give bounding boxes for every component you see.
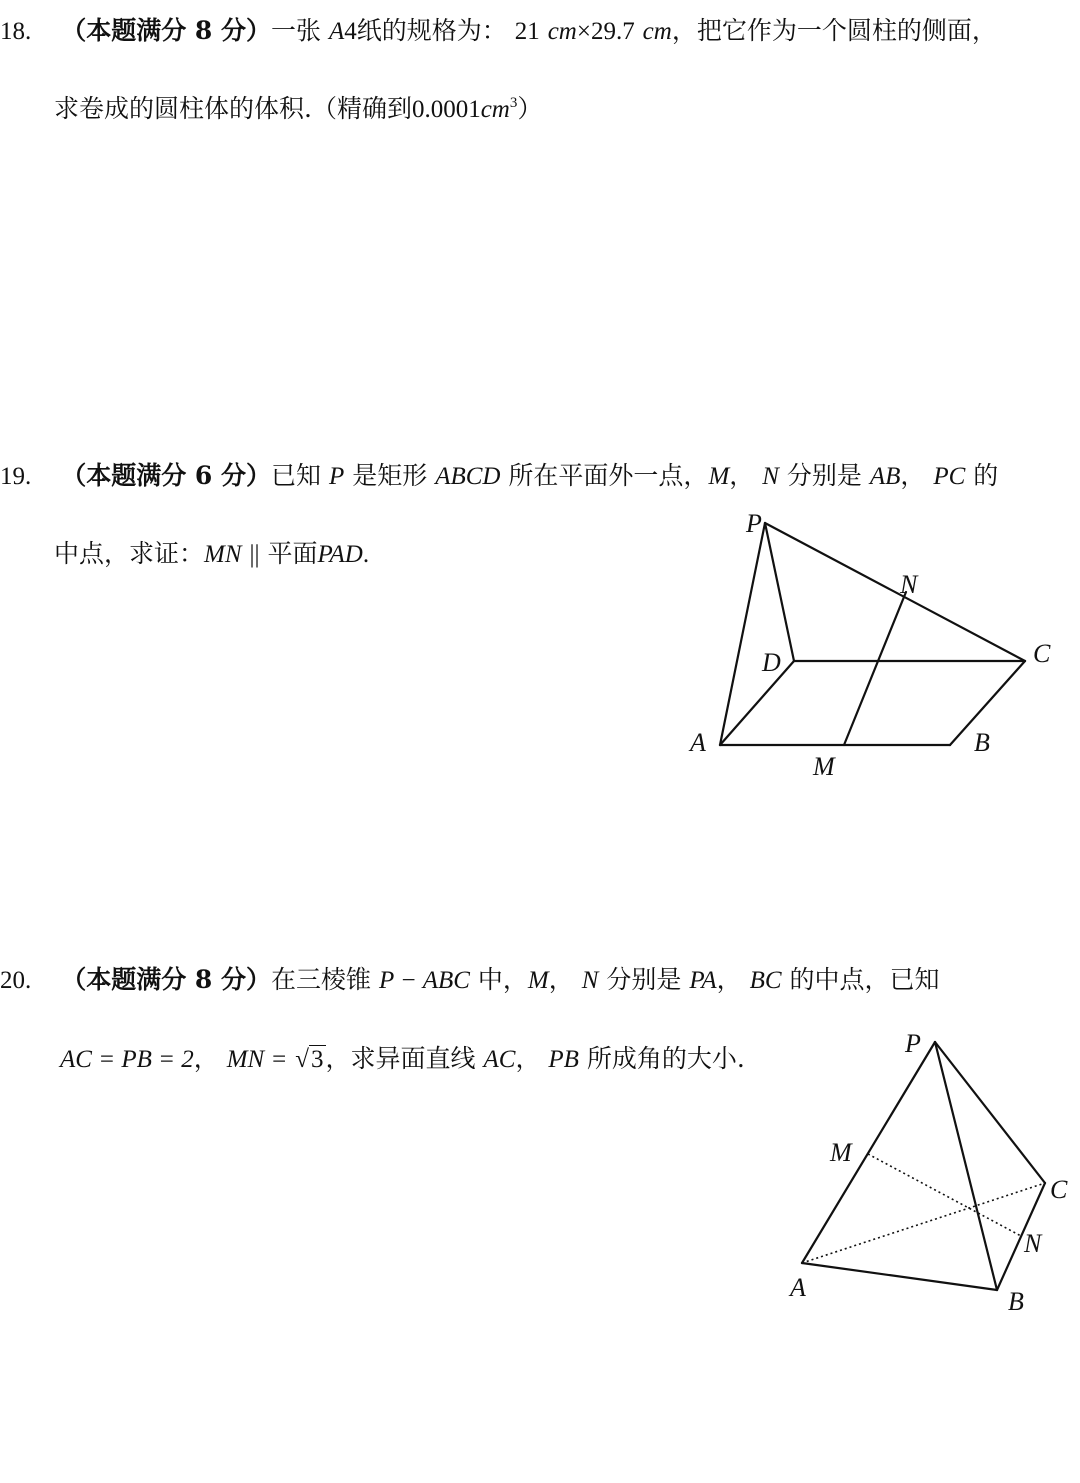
edge-ab: [802, 1263, 997, 1290]
q18-close: ）: [517, 94, 543, 123]
q18-precision: 0.0001: [411, 96, 481, 123]
q19-text1: 已知: [271, 461, 322, 490]
q19-period: .: [362, 541, 370, 568]
q20-n: N: [581, 967, 599, 994]
q19-number: 19.: [0, 463, 32, 490]
q18-line-2: [54, 96, 542, 122]
q19-mn: MN: [204, 541, 242, 568]
label-m: M: [813, 752, 835, 781]
q18-unit1: cm: [547, 18, 577, 45]
q19-line2-text: 中点，求证：: [54, 539, 205, 568]
q20-text3: 分别是: [606, 965, 682, 994]
q20-text5: ，求异面直线: [325, 1044, 476, 1073]
q19-p: P: [328, 463, 345, 490]
label-b: B: [1008, 1287, 1024, 1316]
edge-pc: [765, 523, 1025, 661]
q18-number: 18.: [0, 18, 32, 45]
q20-bc: BC: [749, 967, 782, 994]
q20-pb: PB: [548, 1046, 579, 1073]
label-n: N: [900, 570, 918, 599]
label-c: C: [1033, 639, 1051, 668]
dotted-ac: [802, 1183, 1045, 1263]
q20-score: （本题满分 8 分）: [61, 965, 272, 994]
q19-pad: PAD: [317, 541, 363, 568]
q18-dim1: 21: [514, 18, 540, 45]
q19-n: N: [762, 463, 779, 490]
q19-m: M: [708, 463, 730, 490]
q19-sep2: ，: [900, 461, 926, 490]
q20-text1: 在三棱锥: [271, 965, 372, 994]
q20-sep3: ，: [515, 1044, 541, 1073]
q19-abcd: ABCD: [435, 463, 501, 490]
q18-dim2: 29.7: [590, 18, 635, 45]
q19-line-2: [54, 541, 369, 567]
sqrt-value: 3: [311, 1046, 324, 1073]
q20-line-1: [0, 967, 940, 993]
label-a: A: [690, 728, 706, 757]
q20-eq1: AC = PB = 2: [60, 1046, 194, 1073]
q20-m: M: [527, 967, 549, 994]
q18-unit2: cm: [642, 18, 672, 45]
q20-number: 20.: [0, 967, 32, 994]
label-b: B: [974, 728, 990, 757]
q19-sep1: ，: [729, 461, 755, 490]
q19-parallel: ||: [249, 541, 260, 568]
label-p: P: [746, 509, 762, 538]
q19-line-1: [0, 463, 998, 489]
q20-text6: 所成角的大小.: [586, 1044, 745, 1073]
q20-line-2: [60, 1046, 745, 1072]
label-n: N: [1024, 1229, 1042, 1258]
q20-mn-eq: MN =: [226, 1046, 288, 1073]
q19-text5: 的: [973, 461, 999, 490]
q20-figure: [780, 1020, 1080, 1320]
q18-line2-text: 求卷成的圆柱体的体积.（精确到: [54, 94, 412, 123]
edge-pd: [765, 523, 794, 661]
q18-text1: 一张: [271, 16, 322, 45]
q19-ab: AB: [869, 463, 901, 490]
label-m: M: [830, 1138, 852, 1167]
dotted-mn: [868, 1154, 1021, 1236]
q20-comma1: ，: [193, 1044, 219, 1073]
q18-text3: ，把它作为一个圆柱的侧面，: [671, 16, 997, 45]
q18-text2: 纸的规格为：: [356, 16, 507, 45]
edge-pa: [802, 1042, 935, 1263]
q19-plane: 平面: [267, 539, 318, 568]
label-c: C: [1050, 1175, 1068, 1204]
edge-ad: [720, 661, 794, 745]
q20-sqrt: [295, 1046, 325, 1072]
q18-score: （本题满分 8 分）: [61, 16, 272, 45]
q20-text2: 中，: [477, 965, 528, 994]
segment-mn: [844, 592, 906, 745]
edge-pb: [935, 1042, 997, 1290]
q20-ac: AC: [483, 1046, 516, 1073]
sqrt-sign: √: [295, 1046, 310, 1073]
q18-exponent: 3: [509, 95, 518, 111]
label-d: D: [762, 648, 781, 677]
q19-score: （本题满分 6 分）: [61, 461, 272, 490]
edge-pa: [720, 523, 765, 745]
q18-times: ×: [576, 18, 591, 45]
q18-a4-var: A: [328, 18, 345, 45]
label-p: P: [905, 1029, 921, 1058]
q20-sep2: ，: [716, 965, 742, 994]
label-a: A: [790, 1273, 806, 1302]
q18-a4-num: 4: [344, 18, 357, 45]
q19-figure: [680, 505, 1060, 785]
q20-pa: PA: [689, 967, 717, 994]
q20-sep1: ，: [548, 965, 574, 994]
q19-text4: 分别是: [786, 461, 862, 490]
q18-line-1: [0, 18, 997, 44]
q19-pc: PC: [933, 463, 966, 490]
q20-text4: 的中点，已知: [789, 965, 940, 994]
q19-text2: 是矩形: [352, 461, 428, 490]
q18-unit3: cm: [480, 96, 510, 123]
q20-pyramid: P − ABC: [378, 967, 470, 994]
q19-text3: 所在平面外一点，: [508, 461, 709, 490]
